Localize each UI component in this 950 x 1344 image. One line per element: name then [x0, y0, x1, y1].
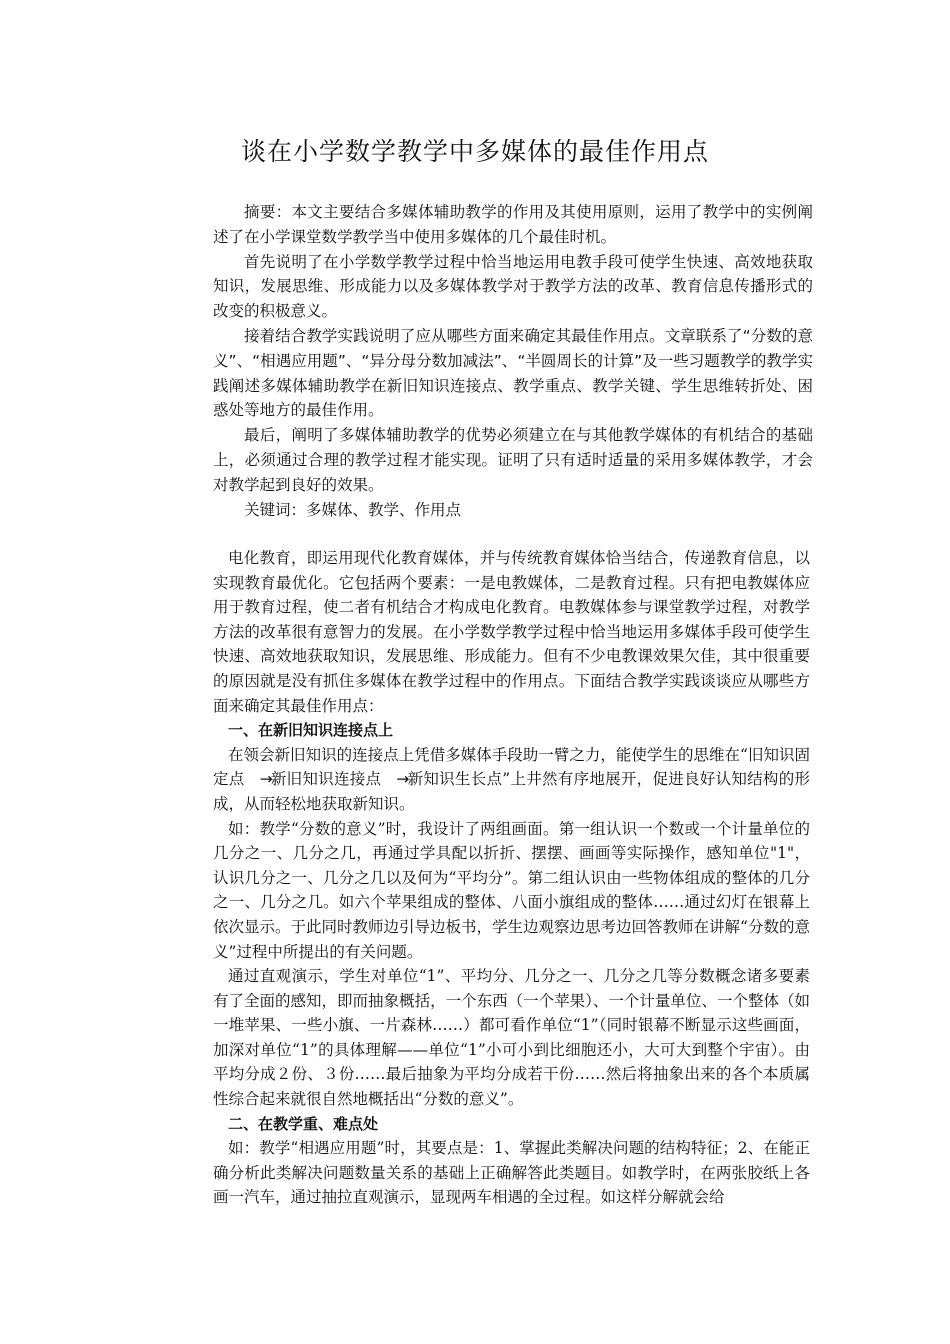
keywords-line: 关键词：多媒体、教学、作用点: [244, 500, 462, 519]
section-heading-1: 一、在新旧知识连接点上: [228, 721, 394, 740]
text-span: 新知识生长点”上井然有序地展开，促进良好认知结构的形成，从而轻松地获取新知识。: [213, 770, 810, 813]
arrow-icon: →: [396, 770, 410, 789]
intro-paragraph: 电化教育，即运用现代化教育媒体，并与传统教育媒体恰当结合，传递教育信息，以实现教育最优化。它包括两个要素：一是电教媒体，二是教育过程。只有把电教媒体应用于教育过程，使二者有机结合才构成电化教育。电教媒体参与课堂教学过程，对教学方法的改革很有意智力的发展。在小学数学教学过程中恰当地运用多媒体手段可使学生快速、高效地获取知识，发展思维、形成能力。但有不少电教课效果欠佳，其中很重要的原因就是没有抓住多媒体在教学过程中的作用点。下面结合教学实践谈谈应从哪些方面来确定其最佳作用点：: [213, 549, 810, 715]
abstract-paragraph: 接着结合教学实践说明了应从哪些方面来确定其最佳作用点。文章联系了“分数的意义”、“相遇应用题”、“异分母分数加减法”、“半圆周长的计算”及一些习题教学的教学实践阐述多媒体辅助教学在新旧知识连接点、教学重点、教学关键、学生思维转折处、困惑处等地方的最佳作用。: [213, 326, 813, 420]
abstract-paragraph: 最后，阐明了多媒体辅助教学的优势必须建立在与其他教学媒体的有机结合的基础上，必须通过合理的教学过程才能实现。证明了只有适时适量的采用多媒体教学，才会对教学起到良好的效果。: [213, 426, 813, 494]
text-span: 新旧知识连接点: [270, 770, 382, 789]
body-section: [213, 546, 810, 1210]
text-span: 在领会新旧知识的连接点上凭借多媒体手段助一臂之力，能使学生的思维在“旧知识固定点: [213, 745, 810, 789]
abstract-section: [213, 200, 813, 522]
page-title: 谈在小学数学教学中多媒体的最佳作用点: [240, 137, 709, 166]
section-heading-2: 二、在教学重、难点处: [228, 1114, 379, 1133]
body-paragraph: 如：教学“相遇应用题”时，其要点是：1、掌握此类解决问题的结构特征；2、在能正确分析此类解决问题数量关系的基础上正确解答此类题目。如教学时，在两张胶纸上各画一汽车，通过抽拉直观演示，显现两车相遇的全过程。如这样分解就会给: [213, 1139, 810, 1207]
body-paragraph: 通过直观演示，学生对单位“1”、平均分、几分之一、几分之几等分数概念诸多要素有了全面的感知，即而抽象概括，一个东西（一个苹果）、一个计量单位、一个整体（如一堆苹果、一些小旗、一片森林……）都可看作单位“1”（同时银幕不断显示这些画面，加深对单位“1”的具体理解——单位“1”小可小到比细胞还小，大可大到整个宇宙）。由平均分成２份、３份……最后抽象为平均分成若干份……然后将抽象出来的各个本质属性综合起来就很自然地概括出“分数的意义”。: [213, 967, 810, 1109]
arrow-icon: →: [259, 770, 273, 789]
body-paragraph: 如：教学“分数的意义”时，我设计了两组画面。第一组认识一个数或一个计量单位的几分之一、几分之几，再通过学具配以折折、摆摆、画画等实际操作，感知单位"1"，认识几分之一、几分之几以及何为“平均分”。第二组认识由一些物体组成的整体的几分之一、几分之几。如六个苹果组成的整体、八面小旗组成的整体……通过幻灯在银幕上依次显示。于此同时教师边引导边板书，学生边观察边思考边回答教师在讲解“分数的意义”过程中所提出的有关问题。: [213, 819, 810, 961]
abstract-paragraph: 首先说明了在小学数学教学过程中恰当地运用电教手段可使学生快速、高效地获取知识，发展思维、形成能力以及多媒体教学对于教学方法的改革、教育信息传播形式的改变的积极意义。: [213, 252, 813, 321]
abstract-paragraph: 摘要：本文主要结合多媒体辅助教学的作用及其使用原则，运用了教学中的实例阐述了在小学课堂数学教学当中使用多媒体的几个最佳时机。: [213, 203, 813, 246]
body-paragraph: [213, 743, 810, 817]
